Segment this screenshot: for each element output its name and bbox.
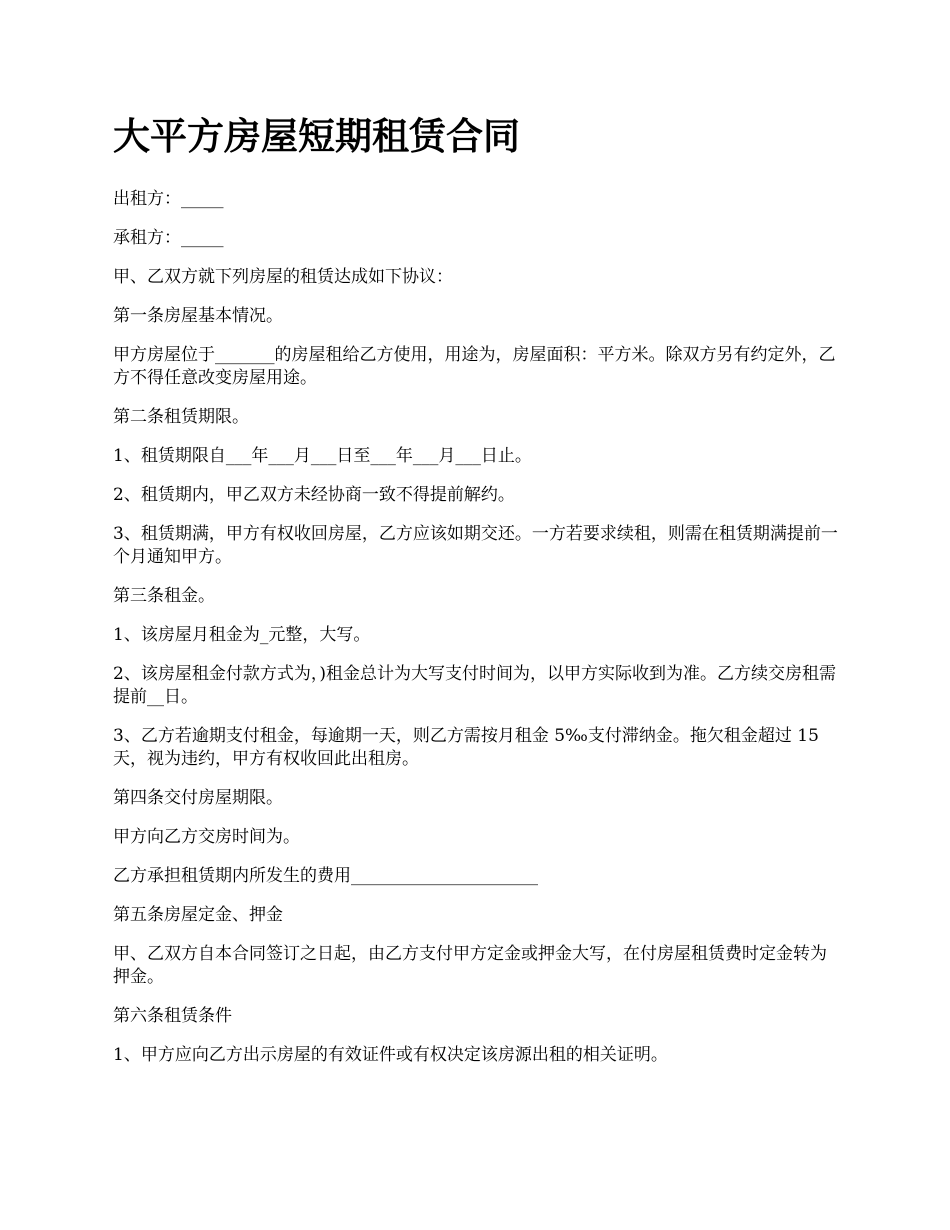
article-6-item-1: 1、甲方应向乙方出示房屋的有效证件或有权决定该房源出租的相关证明。	[113, 1045, 668, 1065]
article-1-heading: 第一条房屋基本情况。	[113, 306, 283, 326]
article-1-body: 甲方房屋位于_______的房屋租给乙方使用，用途为，房屋面积：平方米。除双方另有约定外，乙方不得任意改变房屋用途。	[113, 345, 836, 388]
article-5-body: 甲、乙双方自本合同签订之日起，由乙方支付甲方定金或押金大写，在付房屋租赁费时定金转为押金。	[113, 944, 827, 987]
article-4-body: 甲方向乙方交房时间为。	[113, 827, 300, 847]
article-3-item-3: 3、乙方若逾期支付租金，每逾期一天，则乙方需按月租金 5‰支付滞纳金。拖欠租金超过 15 天，视为违约，甲方有权收回此出租房。	[113, 726, 819, 769]
agreement-intro: 甲、乙双方就下列房屋的租赁达成如下协议：	[113, 267, 453, 287]
article-6-heading: 第六条租赁条件	[113, 1006, 232, 1026]
article-5-heading: 第五条房屋定金、押金	[113, 905, 283, 925]
article-2-heading: 第二条租赁期限。	[113, 407, 249, 427]
article-3-heading: 第三条租金。	[113, 586, 215, 606]
document-page	[113, 112, 843, 1083]
lessor-line: 出租方：_____	[113, 189, 224, 209]
article-4-expenses: 乙方承担租赁期内所发生的费用______________________	[113, 866, 538, 886]
article-3-item-2: 2、该房屋租金付款方式为，)租金总计为大写支付时间为，以甲方实际收到为准。乙方续交房租需提前__日。	[113, 664, 836, 707]
article-3-item-1: 1、该房屋月租金为_元整，大写。	[113, 625, 371, 645]
article-4-heading: 第四条交付房屋期限。	[113, 788, 283, 808]
lessee-line: 承租方：_____	[113, 228, 224, 248]
article-2-item-2: 2、租赁期内，甲乙双方未经协商一致不得提前解约。	[113, 485, 515, 505]
article-2-item-1: 1、租赁期限自___年___月___日至___年___月___日止。	[113, 446, 532, 466]
document-title: 大平方房屋短期租赁合同	[113, 114, 520, 158]
article-2-item-3: 3、租赁期满，甲方有权收回房屋，乙方应该如期交还。一方若要求续租，则需在租赁期满提前一个月通知甲方。	[113, 524, 838, 567]
